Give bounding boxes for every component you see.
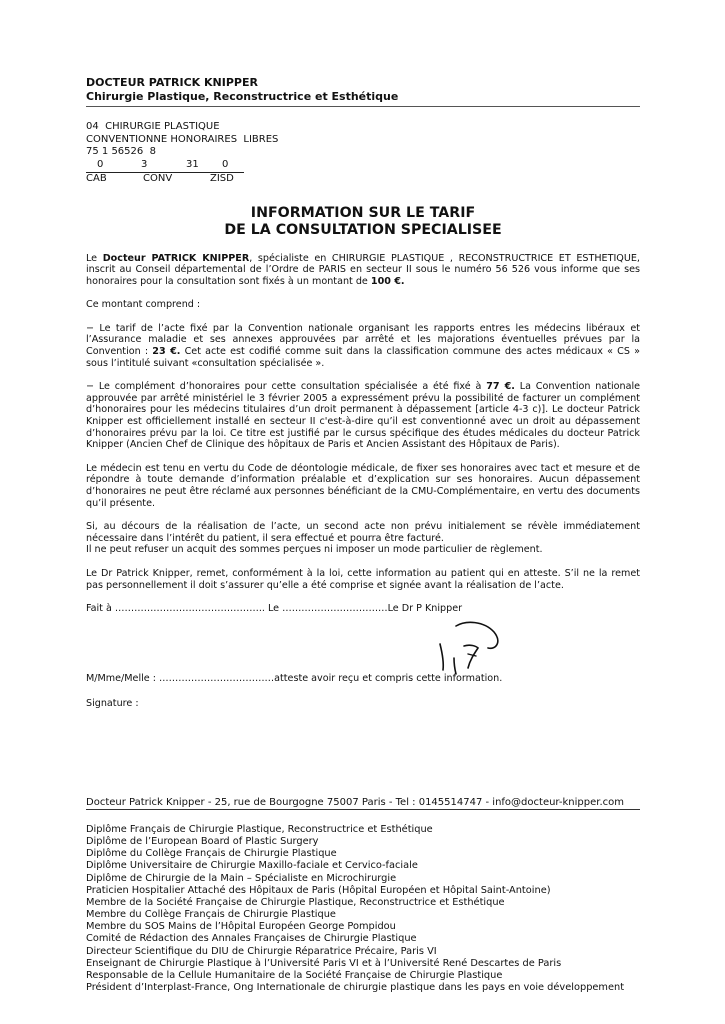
tarif-amount: 23 €. [152,346,181,358]
diploma-item: Comité de Rédaction des Annales Françaises de Chirurgie Plastique [86,933,417,945]
fait-a-line [86,603,640,663]
diploma-list [86,824,646,994]
code-zisd-a: 31 [186,158,199,170]
title-line-1: INFORMATION SUR LE TARIF [250,204,476,221]
paragraph-comprises: Ce montant comprend : [86,299,201,311]
intro-text-a: Le [86,252,103,264]
fait-a-text: Fait à ……………………………………….. Le ……………………………Le Dr P Knipper [86,603,463,615]
diploma-item: Diplôme Français de Chirurgie Plastique, Reconstructrice et Esthétique [86,824,433,835]
footer-address: Docteur Patrick Knipper - 25, rue de Bourgogne 75007 Paris - Tel : 0145514747 - info@docteur-knipper.com [86,797,640,810]
identifier-block [86,121,640,186]
paragraph-second-act [86,521,640,556]
document-page [86,76,640,709]
diploma-item: Diplôme de Chirurgie de la Main – Spécialiste en Microchirurgie [86,872,397,884]
patient-attestation-line: M/Mme/Melle : ………………………………atteste avoir reçu et compris cette information. [86,673,503,685]
tarif-text-b: Cet acte est codifié comme suit dans la classification commune des actes médicaux « CS » sous l’intitulé suivant «consultation spécialisée ». [86,346,640,369]
complement-text-a: − Le complément d’honoraires pour cette consultation spécialisée a été fixé à [86,381,487,393]
diploma-item: Président d’Interplast-France, Ong Internationale de chirurgie plastique dans les pays en voie développement [86,982,625,994]
label-zisd: ZISD [210,172,234,184]
code-values [86,159,244,173]
document-title [86,205,640,239]
document-body [86,253,640,710]
doctor-name: DOCTEUR PATRICK KNIPPER [86,76,258,89]
id-line-convention: CONVENTIONNE HONORAIRES LIBRES [86,133,279,145]
diploma-item: Membre du Collège Français de Chirurgie Plastique [86,909,336,921]
paragraph-attestation: Le Dr Patrick Knipper, remet, conformément à la loi, cette information au patient qui en atteste. S’il ne la remet pas personnellement il doit s’assurer qu’elle a été comprise et signée avant la réalisation de l’acte. [86,567,640,591]
code-conv: 3 [141,158,148,170]
diploma-item: Praticien Hospitalier Attaché des Hôpitaux de Paris (Hôpital Européen et Hôpital Saint-Antoine) [86,884,551,896]
diploma-item: Diplôme Universitaire de Chirurgie Maxillo-faciale et Cervico-faciale [86,860,418,872]
second-act-text: Si, au décours de la réalisation de l’acte, un second acte non prévu initialement se révèle immédiatement nécessaire dans l’intérêt du patient, il sera effectué et pourra être facturé. [86,521,640,544]
id-line-specialty: 04 CHIRURGIE PLASTIQUE [86,121,220,132]
tarif-text-a: − Le tarif de l’acte fixé par la Convention nationale organisant les rapports entres les médecins libéraux et l’Assurance maladie et ses annexes approuvées par arrêté et les majorations éventuelles prévues par la Convention : [86,322,640,358]
doctor-signature [432,618,512,678]
diploma-item: Directeur Scientifique du DIU de Chirurgie Réparatrice Précaire, Paris VI [86,945,437,957]
id-line-number: 75 1 56526 8 [86,146,156,157]
code-zisd-b: 0 [222,158,229,170]
diploma-item: Enseignant de Chirurgie Plastique à l’Université Paris VI et à l’Université René Descartes de Paris [86,957,562,969]
paragraph-intro [86,253,640,288]
diploma-item: Diplôme de l’European Board of Plastic Surgery [86,836,319,848]
diploma-item: Membre du SOS Mains de l’Hôpital Européen George Pompidou [86,921,396,933]
code-cab: 0 [97,158,104,170]
doctor-specialty: Chirurgie Plastique, Reconstructrice et Esthétique [86,90,399,103]
intro-amount: 100 €. [370,275,405,287]
diploma-item: Responsable de la Cellule Humanitaire de la Société Française de Chirurgie Plastique [86,969,503,981]
diploma-item: Diplôme du Collège Français de Chirurgie Plastique [86,848,337,860]
paragraph-complement [86,381,640,451]
label-conv: CONV [143,172,173,184]
paragraph-tarif [86,323,640,369]
title-line-2: DE LA CONSULTATION SPECIALISEE [224,221,502,238]
header-rule [86,106,640,107]
complement-text-b: La Convention nationale approuvée par arrêté ministériel le 3 février 2005 a expressément prévu la possibilité de facturer un complément d’honoraires pour les médecins titulaires d’un droit permanent à dépassement [article 4-3 c)]. Le docteur Patrick Knipper est officiellement installé en secteur II c'est-à-dire qu’il est conventionné avec un droit au dépassement d’honoraires prévu par la loi. Ce titre est justifié par le cursus spécifique des études médicales du docteur Patrick Knipper (Ancien Chef de Clinique des hôpitaux de Paris et Ancien Assistant des Hôpitaux de Paris). [86,381,641,451]
patient-signature-label: Signature : [86,697,139,709]
intro-doctor-name: Docteur PATRICK KNIPPER [102,252,250,264]
paragraph-deontology: Le médecin est tenu en vertu du Code de déontologie médicale, de fixer ses honoraires avec tact et mesure et de répondre à toute demande d’information préalable et d’explication sur ses honoraires. Aucun dépassement d’honoraires ne peut être réclamé aux personnes bénéficiant de la CMU-Complémentaire, en vertu des documents qu’il présente. [86,462,640,509]
diploma-item: Membre de la Société Française de Chirurgie Plastique, Reconstructrice et Esthétique [86,896,505,908]
complement-amount: 77 €. [486,381,515,393]
code-labels [86,173,266,186]
payment-text: Il ne peut refuser un acquit des sommes perçues ni imposer un mode particulier de règlement. [86,544,543,556]
label-cab: CAB [86,172,107,184]
intro-text-b: , spécialiste en CHIRURGIE PLASTIQUE , RECONSTRUCTRICE ET ESTHETIQUE, inscrit au Conseil départemental de l’Ordre de PARIS en secteur II sous le numéro 56 526 vous informe que ses honoraires pour la consultation sont fixés à un montant de [86,252,640,287]
